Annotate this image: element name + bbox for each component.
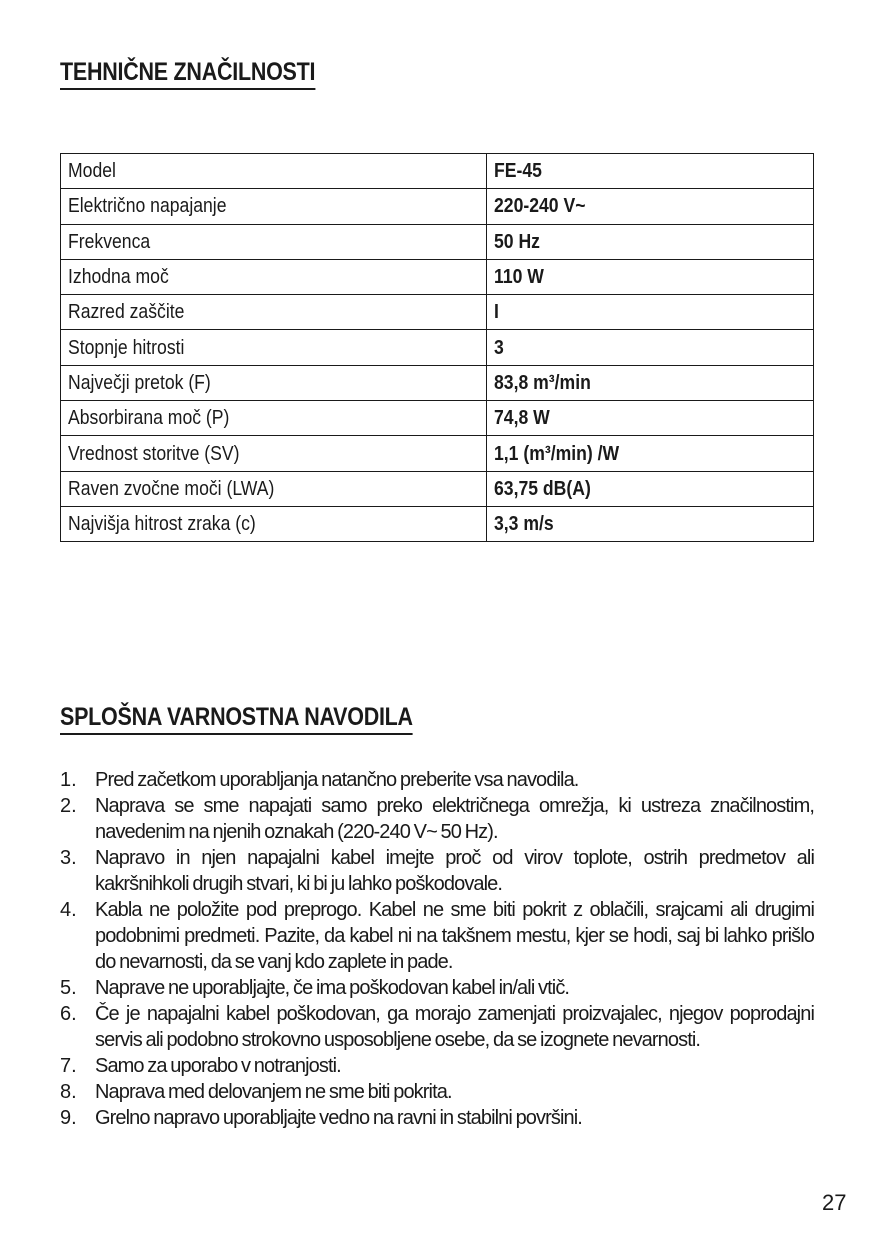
item-number: 6. bbox=[60, 1003, 77, 1025]
spec-label: Razred zaščite bbox=[68, 301, 185, 324]
spec-value: 63,75 dB(A) bbox=[494, 477, 591, 500]
table-row bbox=[61, 330, 814, 365]
table-row bbox=[61, 224, 814, 259]
item-number: 2. bbox=[60, 795, 77, 817]
spec-value: 50 Hz bbox=[494, 230, 540, 253]
list-item bbox=[60, 975, 814, 1001]
table-row bbox=[61, 436, 814, 471]
spec-value: 110 W bbox=[494, 266, 544, 289]
list-item bbox=[60, 793, 814, 845]
spec-label: Najvišja hitrost zraka (c) bbox=[68, 513, 256, 536]
spec-label: Vrednost storitve (SV) bbox=[68, 442, 240, 465]
page-number: 27 bbox=[822, 1190, 847, 1215]
spec-label: Absorbirana moč (P) bbox=[68, 407, 230, 430]
spec-label: Največji pretok (F) bbox=[68, 371, 211, 394]
list-item bbox=[60, 897, 814, 975]
spec-value: FE-45 bbox=[494, 160, 542, 183]
spec-value: 220-240 V~ bbox=[494, 195, 586, 218]
list-item bbox=[60, 845, 814, 897]
spec-value: 1,1 (m³/min) /W bbox=[494, 442, 620, 465]
table-row bbox=[61, 365, 814, 400]
list-item bbox=[60, 1105, 814, 1131]
item-text: Naprava se sme napajati samo preko električnega omrežja, ki ustreza značilnostim, navedenim na njenih oznakah (220-240 V~ 50 Hz). bbox=[95, 795, 814, 843]
item-text: Če je napajalni kabel poškodovan, ga morajo zamenjati proizvajalec, njegov poprodajni servis ali podobno strokovno usposobljene osebe, da se izognete nevarnosti. bbox=[95, 1003, 814, 1051]
section-title-technical: TEHNIČNE ZNAČILNOSTI bbox=[60, 57, 315, 90]
item-text: Kabla ne položite pod preprogo. Kabel ne sme biti pokrit z oblačili, srajcami ali drugimi podobnimi predmeti. Pazite, da kabel ni na takšnem mestu, kjer se hodi, saj bi lahko prišlo do nevarnosti, da se vanj kdo zaplete in pade. bbox=[95, 899, 814, 973]
spec-label: Model bbox=[68, 160, 116, 183]
item-number: 5. bbox=[60, 977, 77, 999]
item-number: 8. bbox=[60, 1081, 77, 1103]
spec-value: 74,8 W bbox=[494, 407, 550, 430]
item-number: 1. bbox=[60, 769, 77, 791]
spec-label: Izhodna moč bbox=[68, 266, 169, 289]
spec-value: 3,3 m/s bbox=[494, 513, 554, 536]
item-text: Naprave ne uporabljajte, če ima poškodovan kabel in/ali vtič. bbox=[95, 977, 570, 999]
list-item bbox=[60, 1053, 814, 1079]
spec-value: 3 bbox=[494, 336, 504, 359]
spec-label: Stopnje hitrosti bbox=[68, 336, 185, 359]
section-title-safety: SPLOŠNA VARNOSTNA NAVODILA bbox=[60, 702, 413, 735]
table-row bbox=[61, 471, 814, 506]
list-item bbox=[60, 1079, 814, 1105]
item-text: Napravo in njen napajalni kabel imejte proč od virov toplote, ostrih predmetov ali kakršnihkoli drugih stvari, ki bi ju lahko poškodovale. bbox=[95, 847, 814, 895]
spec-label: Raven zvočne moči (LWA) bbox=[68, 477, 275, 500]
table-row bbox=[61, 154, 814, 189]
table-row bbox=[61, 189, 814, 224]
item-number: 3. bbox=[60, 847, 77, 869]
item-number: 4. bbox=[60, 899, 77, 921]
item-text: Pred začetkom uporabljanja natančno preberite vsa navodila. bbox=[95, 769, 579, 791]
table-row bbox=[61, 506, 814, 541]
item-text: Grelno napravo uporabljajte vedno na ravni in stabilni površini. bbox=[95, 1107, 582, 1129]
list-item bbox=[60, 1001, 814, 1053]
item-text: Samo za uporabo v notranjosti. bbox=[95, 1055, 341, 1077]
spec-label: Električno napajanje bbox=[68, 195, 227, 218]
safety-instructions-list bbox=[60, 767, 814, 1131]
spec-value: 83,8 m³/min bbox=[494, 371, 591, 394]
item-number: 7. bbox=[60, 1055, 77, 1077]
table-row bbox=[61, 295, 814, 330]
specifications-table bbox=[60, 153, 814, 542]
table-row bbox=[61, 259, 814, 294]
spec-label: Frekvenca bbox=[68, 230, 151, 253]
spec-value: I bbox=[494, 301, 499, 324]
item-text: Naprava med delovanjem ne sme biti pokrita. bbox=[95, 1081, 452, 1103]
list-item bbox=[60, 767, 814, 793]
table-row bbox=[61, 401, 814, 436]
item-number: 9. bbox=[60, 1107, 77, 1129]
